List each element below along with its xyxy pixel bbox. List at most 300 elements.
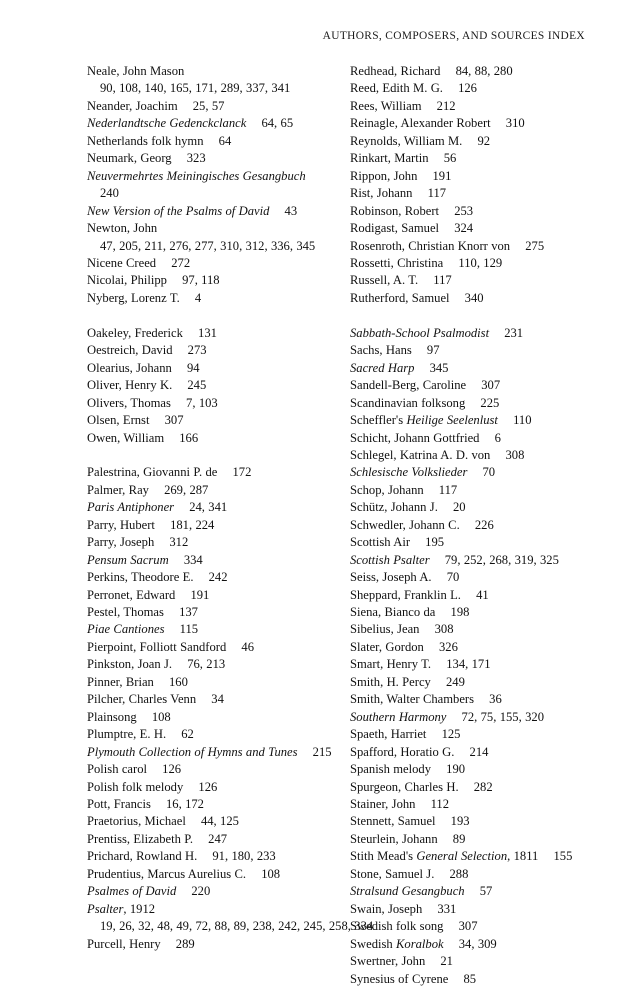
index-entry bbox=[350, 80, 600, 97]
index-entry-separator bbox=[149, 483, 164, 497]
index-entry-name bbox=[87, 535, 154, 549]
index-entry bbox=[87, 604, 337, 621]
index-letter-group bbox=[87, 325, 337, 447]
index-group-gap bbox=[87, 307, 337, 324]
index-entry-separator bbox=[538, 849, 553, 863]
index-entry-pages: 191 bbox=[432, 168, 452, 183]
index-entry-pages: 84, 88, 280 bbox=[455, 64, 513, 78]
index-entry-name-part: Rippon, John bbox=[350, 168, 418, 183]
index-entry-name-part: Oakeley, Frederick bbox=[87, 325, 183, 340]
index-entry-name-part: Sheppard, Franklin L. bbox=[350, 587, 461, 602]
index-entry bbox=[87, 936, 337, 953]
index-entry-separator bbox=[169, 553, 184, 567]
index-entry-name-part: , 1811 bbox=[507, 849, 539, 864]
index-entry-name bbox=[87, 588, 175, 602]
index-entry-name-part: Stralsund Gesangbuch bbox=[350, 884, 465, 899]
index-entry-separator bbox=[434, 867, 449, 881]
index-entry-separator bbox=[151, 797, 166, 811]
index-entry-name bbox=[350, 448, 490, 462]
index-entry-name-part: Schlegel, Katrina A. D. von bbox=[350, 447, 491, 462]
index-entry bbox=[350, 604, 600, 621]
index-entry bbox=[87, 587, 337, 604]
index-entry-name bbox=[87, 221, 157, 235]
index-entry-name-part: Nicolai, Philipp bbox=[87, 273, 167, 288]
index-entry-pages: 97 bbox=[426, 343, 440, 358]
index-entry-name bbox=[350, 832, 438, 846]
index-entry-name bbox=[350, 483, 424, 497]
index-entry-name bbox=[350, 134, 462, 148]
index-entry-name-part: Reynolds, William M. bbox=[350, 133, 463, 148]
index-entry-name bbox=[87, 692, 196, 706]
index-entry-separator bbox=[137, 710, 152, 724]
index-entry-separator bbox=[194, 570, 209, 584]
index-entry-separator bbox=[184, 64, 199, 78]
index-entry-separator bbox=[269, 204, 284, 218]
index-entry-pages: 166 bbox=[179, 430, 199, 445]
index-letter-group bbox=[350, 63, 600, 307]
index-entry-name bbox=[350, 780, 459, 794]
index-entry-separator bbox=[465, 396, 480, 410]
index-entry-separator bbox=[424, 640, 439, 654]
index-entry-name bbox=[87, 605, 164, 619]
index-entry bbox=[87, 430, 337, 447]
index-entry-name-part: Nyberg, Lorenz T. bbox=[87, 290, 180, 305]
index-entry-name bbox=[350, 937, 444, 951]
index-entry-name bbox=[87, 500, 174, 514]
index-entry-separator bbox=[438, 500, 453, 514]
index-entry-pages: 126 bbox=[458, 81, 477, 96]
index-entry-separator bbox=[440, 64, 455, 78]
index-entry-name bbox=[350, 431, 479, 445]
index-entry bbox=[87, 272, 337, 289]
index-entry bbox=[87, 482, 337, 499]
index-entry-separator bbox=[226, 640, 241, 654]
index-entry-name-part: Netherlands folk hymn bbox=[87, 133, 204, 148]
index-entry-pages: 70 bbox=[482, 465, 496, 480]
index-entry-pages: 282 bbox=[473, 779, 493, 794]
index-entry-separator bbox=[466, 378, 481, 392]
index-entry-pages: 57 bbox=[479, 884, 493, 899]
index-entry-separator bbox=[490, 448, 505, 462]
index-entry-name-part: Perkins, Theodore E. bbox=[87, 570, 194, 585]
index-entry bbox=[87, 691, 337, 708]
index-entry-separator bbox=[246, 867, 261, 881]
index-entry bbox=[350, 482, 600, 499]
index-entry bbox=[87, 499, 337, 516]
index-entry-separator bbox=[418, 273, 433, 287]
index-entry-name-part: Swedish bbox=[350, 936, 397, 951]
index-entry-separator bbox=[450, 291, 465, 305]
index-entry-name bbox=[87, 204, 269, 218]
index-entry-name-part: Spurgeon, Charles H. bbox=[350, 779, 459, 794]
index-entry-name-part: Redhead, Richard bbox=[350, 64, 441, 78]
index-entry-pages: 6 bbox=[494, 430, 501, 445]
index-entry-name bbox=[87, 64, 184, 78]
index-entry-name-part: Reinagle, Alexander Robert bbox=[350, 116, 491, 131]
index-entry-separator bbox=[154, 535, 169, 549]
index-entry-name-part: Smith, Walter Chambers bbox=[350, 692, 475, 707]
index-entry-name bbox=[87, 727, 166, 741]
index-entry-name-part: Oestreich, David bbox=[87, 343, 173, 358]
index-entry-separator bbox=[479, 431, 494, 445]
index-entry bbox=[87, 517, 337, 534]
index-entry bbox=[87, 848, 337, 865]
index-entry-name bbox=[87, 99, 178, 113]
index-entry-name-part: Schwedler, Johann C. bbox=[350, 517, 460, 532]
index-entry-name-part: Pinkston, Joan J. bbox=[87, 657, 173, 672]
index-entry-name-part: Russell, A. T. bbox=[350, 273, 419, 288]
index-entry-pages: 43 bbox=[284, 203, 298, 218]
index-entry-name bbox=[87, 675, 154, 689]
index-entry-pages: 46 bbox=[241, 639, 255, 654]
index-entry-name-part: Psalmes of David bbox=[87, 884, 177, 899]
index-entry-name bbox=[350, 675, 431, 689]
index-entry-separator bbox=[465, 884, 480, 898]
index-entry-separator bbox=[180, 291, 195, 305]
index-entry-name-part: Seiss, Joseph A. bbox=[350, 570, 432, 585]
index-entry bbox=[350, 255, 600, 272]
index-entry-name-part: Paris Antiphoner bbox=[87, 500, 175, 515]
index-entry-pages: 134, 171 bbox=[446, 657, 491, 672]
index-entry bbox=[87, 203, 337, 220]
index-entry-separator bbox=[410, 535, 425, 549]
index-entry-separator bbox=[467, 465, 482, 479]
index-entry-pages: 90, 108, 140, 165, 171, 289, 337, 341 bbox=[100, 81, 291, 96]
index-entry bbox=[350, 674, 600, 691]
index-entry-name-part: Prentiss, Elizabeth P. bbox=[87, 831, 194, 846]
index-entry-name-part: Stone, Samuel J. bbox=[350, 866, 435, 881]
index-entry bbox=[87, 709, 337, 726]
index-entry bbox=[87, 377, 337, 394]
running-head: AUTHORS, COMPOSERS, AND SOURCES INDEX bbox=[322, 30, 585, 42]
index-entry bbox=[87, 552, 337, 569]
index-group-gap bbox=[87, 447, 337, 464]
index-entry bbox=[87, 464, 337, 481]
index-letter-group bbox=[87, 63, 337, 307]
index-entry-pages: 25, 57 bbox=[192, 98, 225, 113]
index-entry-pages: 112 bbox=[430, 797, 450, 812]
index-entry-name-part: Parry, Joseph bbox=[87, 535, 155, 550]
index-entry-pages: 308 bbox=[505, 447, 525, 462]
index-entry-name-part: Schicht, Johann Gottfried bbox=[350, 430, 480, 445]
index-entry-separator bbox=[431, 675, 446, 689]
index-entry-name-part: Siena, Bianco da bbox=[350, 605, 436, 620]
index-entry-name bbox=[87, 134, 204, 148]
index-entry bbox=[87, 360, 337, 377]
index-entry-name bbox=[350, 99, 422, 113]
index-entry-name-part: Perronet, Edward bbox=[87, 587, 176, 602]
index-entry bbox=[350, 918, 600, 935]
index-entry bbox=[350, 377, 600, 394]
index-entry bbox=[87, 290, 337, 307]
index-entry-pages: 108 bbox=[151, 709, 171, 724]
index-entry bbox=[87, 569, 337, 586]
index-entry-pages: 97, 118 bbox=[182, 273, 220, 288]
index-entry-name-part: Rossetti, Christina bbox=[350, 255, 444, 270]
index-entry-name bbox=[87, 343, 173, 357]
index-entry-name-part: Rinkart, Martin bbox=[350, 151, 429, 166]
index-entry bbox=[350, 342, 600, 359]
index-entry-separator bbox=[164, 605, 179, 619]
index-entry-pages: 110 bbox=[513, 413, 532, 428]
index-entry-pages: 70 bbox=[446, 570, 460, 585]
index-entry-pages: 47, 205, 211, 276, 277, 310, 312, 336, 345 bbox=[100, 238, 316, 253]
index-entry-name bbox=[87, 745, 298, 759]
index-entry-name bbox=[350, 972, 448, 986]
index-entry-name bbox=[350, 588, 461, 602]
index-entry-name-part: Stainer, John bbox=[350, 797, 416, 812]
index-entry-pages: 34, 309 bbox=[458, 936, 497, 951]
index-entry-pages: 36 bbox=[489, 692, 502, 707]
index-entry-separator bbox=[443, 919, 458, 933]
index-entry-separator bbox=[174, 500, 189, 514]
index-entry-pages: 76, 213 bbox=[187, 657, 226, 672]
index-entry-name-part: Owen, William bbox=[87, 430, 165, 445]
index-entry-pages: 110, 129 bbox=[458, 255, 503, 270]
index-entry-name bbox=[350, 273, 418, 287]
index-entry-pages: 195 bbox=[425, 535, 445, 550]
index-entry bbox=[87, 168, 337, 203]
index-entry-separator bbox=[462, 134, 477, 148]
index-entry-pages: 62 bbox=[181, 727, 194, 742]
index-entry-pages: 269, 287 bbox=[164, 482, 209, 497]
index-entry-name bbox=[350, 500, 438, 514]
index-entry-name bbox=[350, 745, 454, 759]
index-letter-group bbox=[350, 325, 600, 988]
index-entry-separator bbox=[414, 361, 429, 375]
index-entry-name-part: Prichard, Rowland H. bbox=[87, 849, 198, 864]
index-entry-name bbox=[87, 832, 193, 846]
index-entry-name-part: Steurlein, Johann bbox=[350, 831, 438, 846]
index-entry-separator bbox=[498, 413, 513, 427]
index-entry-name-part: Neuvermehrtes Meiningisches Gesangbuch bbox=[87, 168, 306, 183]
index-entry-name bbox=[87, 169, 306, 183]
index-entry-name bbox=[350, 849, 538, 863]
index-entry bbox=[350, 587, 600, 604]
index-entry-separator bbox=[155, 518, 170, 532]
index-entry-name bbox=[87, 762, 147, 776]
index-entry-separator bbox=[432, 570, 447, 584]
index-entry-separator bbox=[165, 622, 180, 636]
index-entry-separator bbox=[431, 657, 446, 671]
index-entry bbox=[350, 395, 600, 412]
index-entry-name-part: Koralbok bbox=[396, 936, 444, 951]
index-entry-pages: 245 bbox=[187, 378, 207, 393]
index-entry bbox=[350, 185, 600, 202]
index-entry-separator bbox=[246, 116, 261, 130]
index-entry-name bbox=[350, 692, 474, 706]
index-entry-name bbox=[350, 291, 450, 305]
index-entry bbox=[87, 98, 337, 115]
index-entry-separator bbox=[178, 99, 193, 113]
index-entry-pages: 41 bbox=[476, 587, 489, 602]
index-entry-separator bbox=[172, 361, 187, 375]
index-entry bbox=[350, 63, 600, 80]
index-entry-separator bbox=[439, 204, 454, 218]
index-entry-name bbox=[350, 378, 466, 392]
index-entry-name-part: Robinson, Robert bbox=[350, 203, 440, 218]
index-entry-separator bbox=[448, 972, 463, 986]
index-entry-pages: 307 bbox=[481, 378, 501, 393]
index-entry-name-part: Praetorius, Michael bbox=[87, 814, 186, 829]
index-entry bbox=[350, 971, 600, 988]
index-entry-separator bbox=[460, 518, 475, 532]
index-entry-separator bbox=[417, 169, 432, 183]
index-entry-pages: 308 bbox=[434, 622, 454, 637]
index-entry-name-part: Scottish Air bbox=[350, 535, 411, 550]
index-entry-name bbox=[87, 622, 165, 636]
index-entry-pages: 137 bbox=[179, 605, 198, 620]
index-entry bbox=[87, 395, 337, 412]
index-entry bbox=[87, 255, 337, 272]
index-entry-pages: 272 bbox=[171, 255, 191, 270]
index-entry-name-part: Spafford, Horatio G. bbox=[350, 744, 455, 759]
index-entry bbox=[350, 936, 600, 953]
index-entry-name-part: Neale, John Mason bbox=[87, 64, 185, 78]
index-entry-name bbox=[87, 256, 156, 270]
index-entry-separator bbox=[444, 937, 459, 951]
index-entry-separator bbox=[167, 273, 182, 287]
index-entry-name bbox=[350, 535, 410, 549]
index-entry-pages: 131 bbox=[198, 325, 217, 340]
index-entry-pages: 191 bbox=[190, 587, 210, 602]
index-entry-separator bbox=[149, 413, 164, 427]
index-entry-separator bbox=[422, 902, 437, 916]
index-entry-separator bbox=[430, 553, 445, 567]
index-entry-name-part: Sachs, Hans bbox=[350, 343, 412, 358]
index-entry-pages: 340 bbox=[464, 290, 484, 305]
index-entry bbox=[87, 150, 337, 167]
index-entry-name bbox=[87, 570, 194, 584]
index-entry-pages: 64 bbox=[218, 133, 232, 148]
index-entry bbox=[87, 901, 374, 936]
index-entry-pages: 155 bbox=[553, 849, 573, 864]
index-entry-separator bbox=[183, 326, 198, 340]
index-entry-separator bbox=[156, 256, 171, 270]
index-entry bbox=[350, 238, 600, 255]
index-entry-name-part: Synesius of Cyrene bbox=[350, 971, 449, 986]
index-entry-name-part: Spanish melody bbox=[350, 762, 432, 777]
index-entry-pages: 79, 252, 268, 319, 325 bbox=[444, 552, 559, 567]
index-entry-pages: 115 bbox=[179, 622, 199, 637]
index-entry-name bbox=[350, 413, 498, 427]
index-entry-name-part: Oliver, Henry K. bbox=[87, 378, 173, 393]
index-entry-separator bbox=[438, 832, 453, 846]
index-entry bbox=[87, 220, 337, 255]
index-entry-pages: 91, 180, 233 bbox=[212, 849, 276, 864]
index-entry-pages: 215 bbox=[312, 744, 332, 759]
index-entry bbox=[350, 744, 600, 761]
index-entry-separator bbox=[446, 710, 461, 724]
index-entry bbox=[350, 953, 600, 970]
index-entry-pages: 307 bbox=[458, 919, 478, 934]
index-entry-separator bbox=[412, 343, 427, 357]
index-entry-name bbox=[350, 710, 446, 724]
index-entry-name bbox=[87, 867, 246, 881]
index-entry-name bbox=[87, 465, 217, 479]
index-entry-name bbox=[87, 902, 155, 916]
index-entry-name-part: Olivers, Thomas bbox=[87, 395, 171, 410]
index-entry-pages: 190 bbox=[446, 762, 466, 777]
index-entry-name-part: Swedish folk song bbox=[350, 919, 444, 934]
index-entry-pages: 117 bbox=[433, 273, 452, 288]
index-entry bbox=[350, 412, 600, 429]
index-entry-pages: 289 bbox=[175, 936, 195, 951]
index-entry-pages: 44, 125 bbox=[200, 814, 239, 829]
index-entry-separator bbox=[171, 396, 186, 410]
index-entry-name bbox=[350, 605, 435, 619]
index-entry-separator bbox=[217, 465, 232, 479]
index-entry-pages: 172 bbox=[232, 465, 252, 480]
index-entry-name-part: Olsen, Ernst bbox=[87, 413, 150, 428]
index-entry-name-part: Rees, William bbox=[350, 98, 422, 113]
index-entry-name bbox=[350, 762, 431, 776]
index-entry-pages: 323 bbox=[186, 151, 206, 166]
index-entry-name-part: Psalter bbox=[87, 901, 124, 916]
index-entry-pages: 324 bbox=[454, 221, 474, 236]
index-entry-name-part: Spaeth, Harriet bbox=[350, 727, 427, 742]
index-entry-name bbox=[350, 553, 430, 567]
index-entry-name-part: Reed, Edith M. G. bbox=[350, 81, 443, 96]
index-entry-name-part: Neumark, Georg bbox=[87, 151, 172, 166]
index-entry-name bbox=[350, 797, 415, 811]
index-entry bbox=[350, 709, 600, 726]
index-entry-name-part: Olearius, Johann bbox=[87, 360, 172, 375]
index-entry-pages: 34 bbox=[211, 692, 224, 707]
index-entry-name-part: Nicene Creed bbox=[87, 255, 157, 270]
index-entry-separator bbox=[175, 588, 190, 602]
index-entry-name-part: Slater, Gordon bbox=[350, 639, 424, 654]
index-entry-name bbox=[350, 169, 417, 183]
index-entry-separator bbox=[424, 483, 439, 497]
index-entry bbox=[87, 813, 337, 830]
index-group-gap bbox=[350, 307, 600, 324]
index-entry-pages: 85 bbox=[463, 971, 477, 986]
index-entry-pages: 240 bbox=[100, 186, 119, 201]
index-entry-separator bbox=[435, 605, 450, 619]
index-entry bbox=[350, 499, 600, 516]
index-entry bbox=[350, 447, 600, 464]
index-entry-separator bbox=[510, 239, 525, 253]
index-entry-pages: 4 bbox=[194, 290, 202, 305]
index-entry bbox=[350, 464, 600, 481]
index-entry-name bbox=[350, 657, 431, 671]
index-entry bbox=[87, 744, 337, 761]
index-entry-separator bbox=[431, 762, 446, 776]
index-entry-name-part: Palmer, Ray bbox=[87, 482, 149, 497]
index-entry-name bbox=[350, 867, 434, 881]
index-entry-name bbox=[350, 256, 443, 270]
index-entry-name-part: Schop, Johann bbox=[350, 482, 424, 497]
index-entry bbox=[87, 656, 337, 673]
index-entry-name-part: Stennett, Samuel bbox=[350, 814, 436, 829]
index-entry-name bbox=[350, 954, 425, 968]
index-entry-name-part: Schütz, Johann J. bbox=[350, 500, 438, 515]
index-entry-name bbox=[87, 518, 155, 532]
index-entry-name bbox=[350, 396, 465, 410]
index-entry-name bbox=[87, 361, 172, 375]
index-entry-name bbox=[87, 378, 172, 392]
index-entry-separator bbox=[474, 692, 489, 706]
index-entry bbox=[87, 412, 337, 429]
index-entry-separator bbox=[186, 814, 201, 828]
index-entry-name bbox=[87, 797, 151, 811]
index-entry-name-part: Piae Cantiones bbox=[87, 622, 165, 637]
index-entry bbox=[350, 552, 600, 569]
index-entry-name bbox=[350, 919, 443, 933]
index-entry bbox=[350, 831, 600, 848]
index-entry bbox=[350, 883, 600, 900]
